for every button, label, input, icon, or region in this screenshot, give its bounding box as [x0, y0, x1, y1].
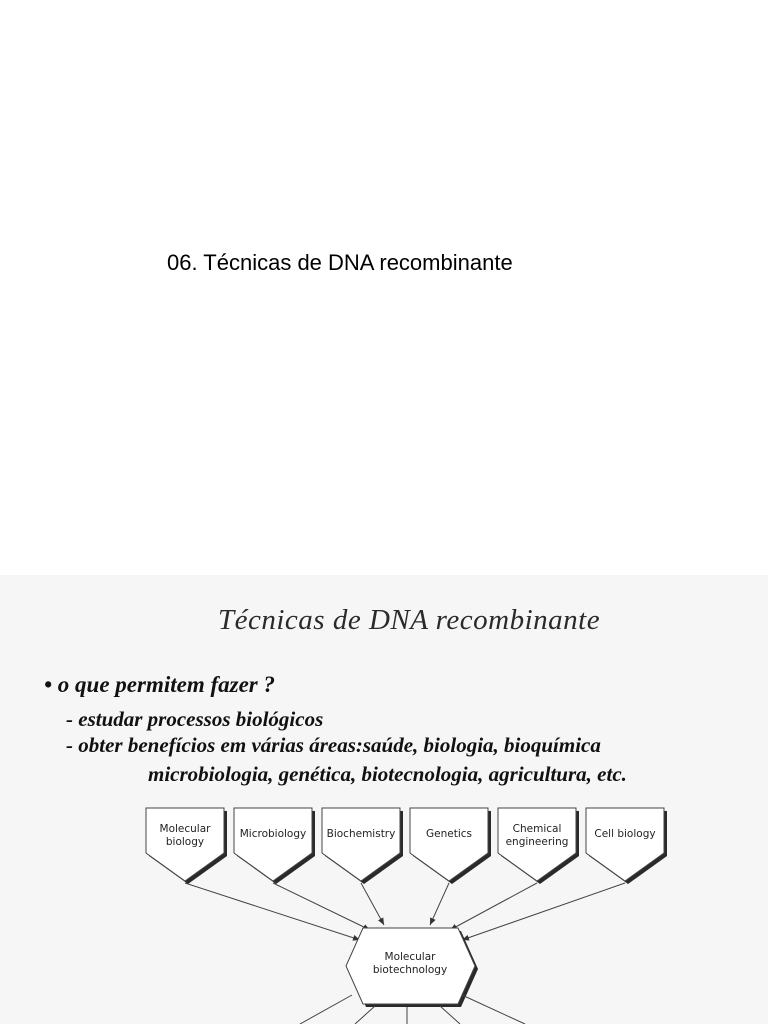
source-box-shape [322, 808, 400, 881]
connector-arrow [430, 883, 449, 925]
sub-item: - estudar processos biológicos [66, 707, 324, 731]
connector-arrow [273, 883, 370, 930]
outgoing-line [355, 1006, 375, 1024]
connector-arrow [462, 883, 625, 940]
connector-arrow [361, 883, 384, 925]
source-box-shape [234, 808, 312, 881]
source-box [586, 808, 667, 884]
source-box [322, 808, 403, 884]
source-box-label: biology [165, 836, 205, 848]
source-box-label: Cell biology [594, 828, 656, 840]
outgoing-line [462, 995, 525, 1024]
outgoing-line [440, 1006, 460, 1024]
source-box [498, 808, 579, 884]
sub-item: - obter benefícios em várias áreas:saúde, biologia, bioquímica [66, 733, 601, 757]
outgoing-line [300, 995, 352, 1024]
source-box-label: Genetics [426, 828, 472, 840]
source-box-label: Chemical [512, 823, 562, 835]
source-box-shape [586, 808, 664, 881]
source-box [234, 808, 315, 884]
source-box [410, 808, 491, 884]
sub-item-continuation: microbiologia, genética, biotecnologia, agricultura, etc. [148, 762, 627, 786]
slide-title: Técnicas de DNA recombinante [218, 604, 601, 636]
center-box-label: biotechnology [372, 964, 448, 976]
source-box-label: Microbiology [239, 828, 307, 840]
source-box-label: Molecular [159, 823, 211, 835]
center-box [346, 928, 478, 1007]
source-box-label: Biochemistry [326, 828, 396, 840]
source-box-shape [410, 808, 488, 881]
bullet-question: • o que permitem fazer ? [44, 672, 275, 697]
source-box-label: engineering [505, 836, 569, 848]
page-title: 06. Técnicas de DNA recombinante [167, 250, 513, 275]
connector-arrow [185, 883, 360, 940]
center-box-label: Molecular [384, 951, 436, 963]
source-box [146, 808, 227, 884]
connector-arrow [450, 883, 537, 930]
